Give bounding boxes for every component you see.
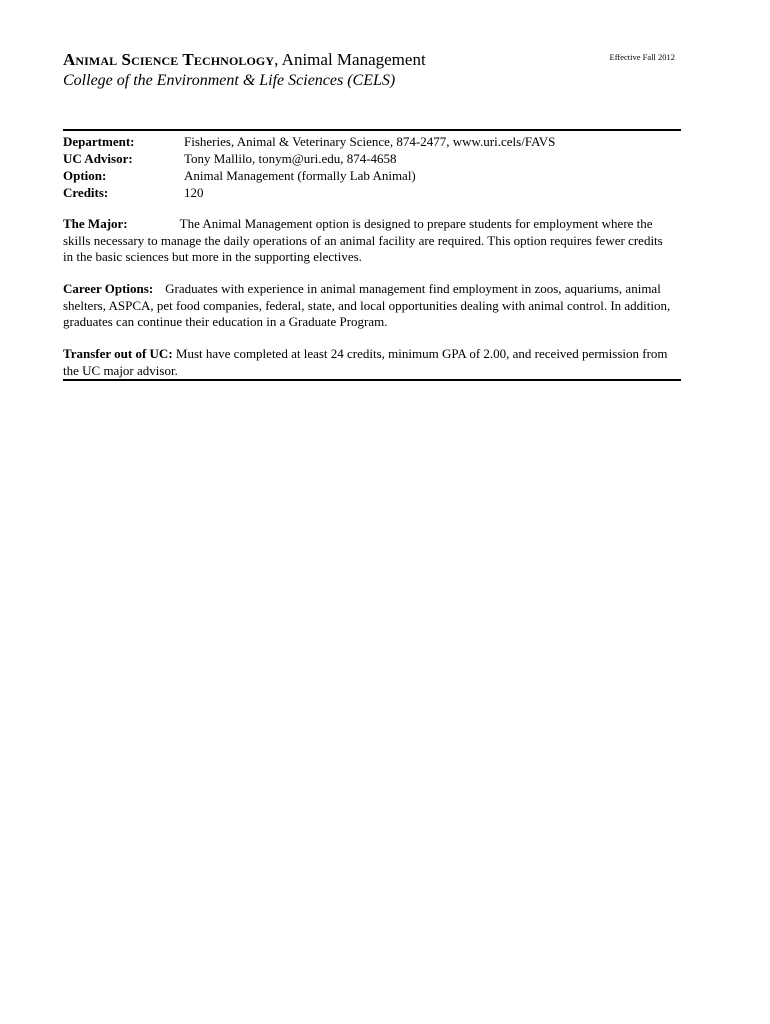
major-paragraph <box>63 216 673 266</box>
title-program: Animal Science Technology <box>63 50 275 69</box>
career-label: Career Options: <box>63 281 154 296</box>
info-label: Department: <box>63 134 135 149</box>
transfer-paragraph <box>63 346 673 379</box>
document-header <box>63 46 681 106</box>
transfer-text: Must have completed at least 24 credits, minimum GPA of 2.00, and received permission from the UC major advisor. <box>63 346 668 378</box>
title-option: , Animal Management <box>274 50 426 69</box>
info-row-advisor <box>63 150 681 167</box>
info-label: UC Advisor: <box>63 151 133 166</box>
bottom-divider <box>63 379 681 381</box>
info-value: Tony Mallilo, tonym@uri.edu, 874-4658 <box>184 151 397 166</box>
info-row-department <box>63 133 681 150</box>
college-name: College of the Environment & Life Sciences (CELS) <box>63 72 396 89</box>
program-info <box>63 133 681 201</box>
top-divider <box>63 129 681 131</box>
career-paragraph <box>63 281 673 331</box>
info-label: Option: <box>63 168 107 183</box>
info-value: Fisheries, Animal & Veterinary Science, 874-2477, www.uri.cels/FAVS <box>184 134 556 149</box>
career-text: Graduates with experience in animal management find employment in zoos, aquariums, animal shelters, ASPCA, pet food companies, federal, state, and local opportunities dealing with animal control. In addition, graduates can continue their education in a Graduate Program. <box>63 281 671 329</box>
major-label: The Major: <box>63 216 128 231</box>
document-title <box>63 50 426 70</box>
info-row-credits <box>63 184 681 201</box>
info-value: 120 <box>184 185 204 200</box>
major-text: The Animal Management option is designed to prepare students for employment where the skills necessary to manage the daily operations of an animal facility are required. This option requires fewer credits in the basic sciences but more in the supporting electives. <box>63 216 663 264</box>
info-value: Animal Management (formally Lab Animal) <box>184 168 416 183</box>
info-row-option <box>63 167 681 184</box>
transfer-label: Transfer out of UC: <box>63 346 173 361</box>
effective-date: Effective Fall 2012 <box>609 52 675 62</box>
info-label: Credits: <box>63 185 109 200</box>
